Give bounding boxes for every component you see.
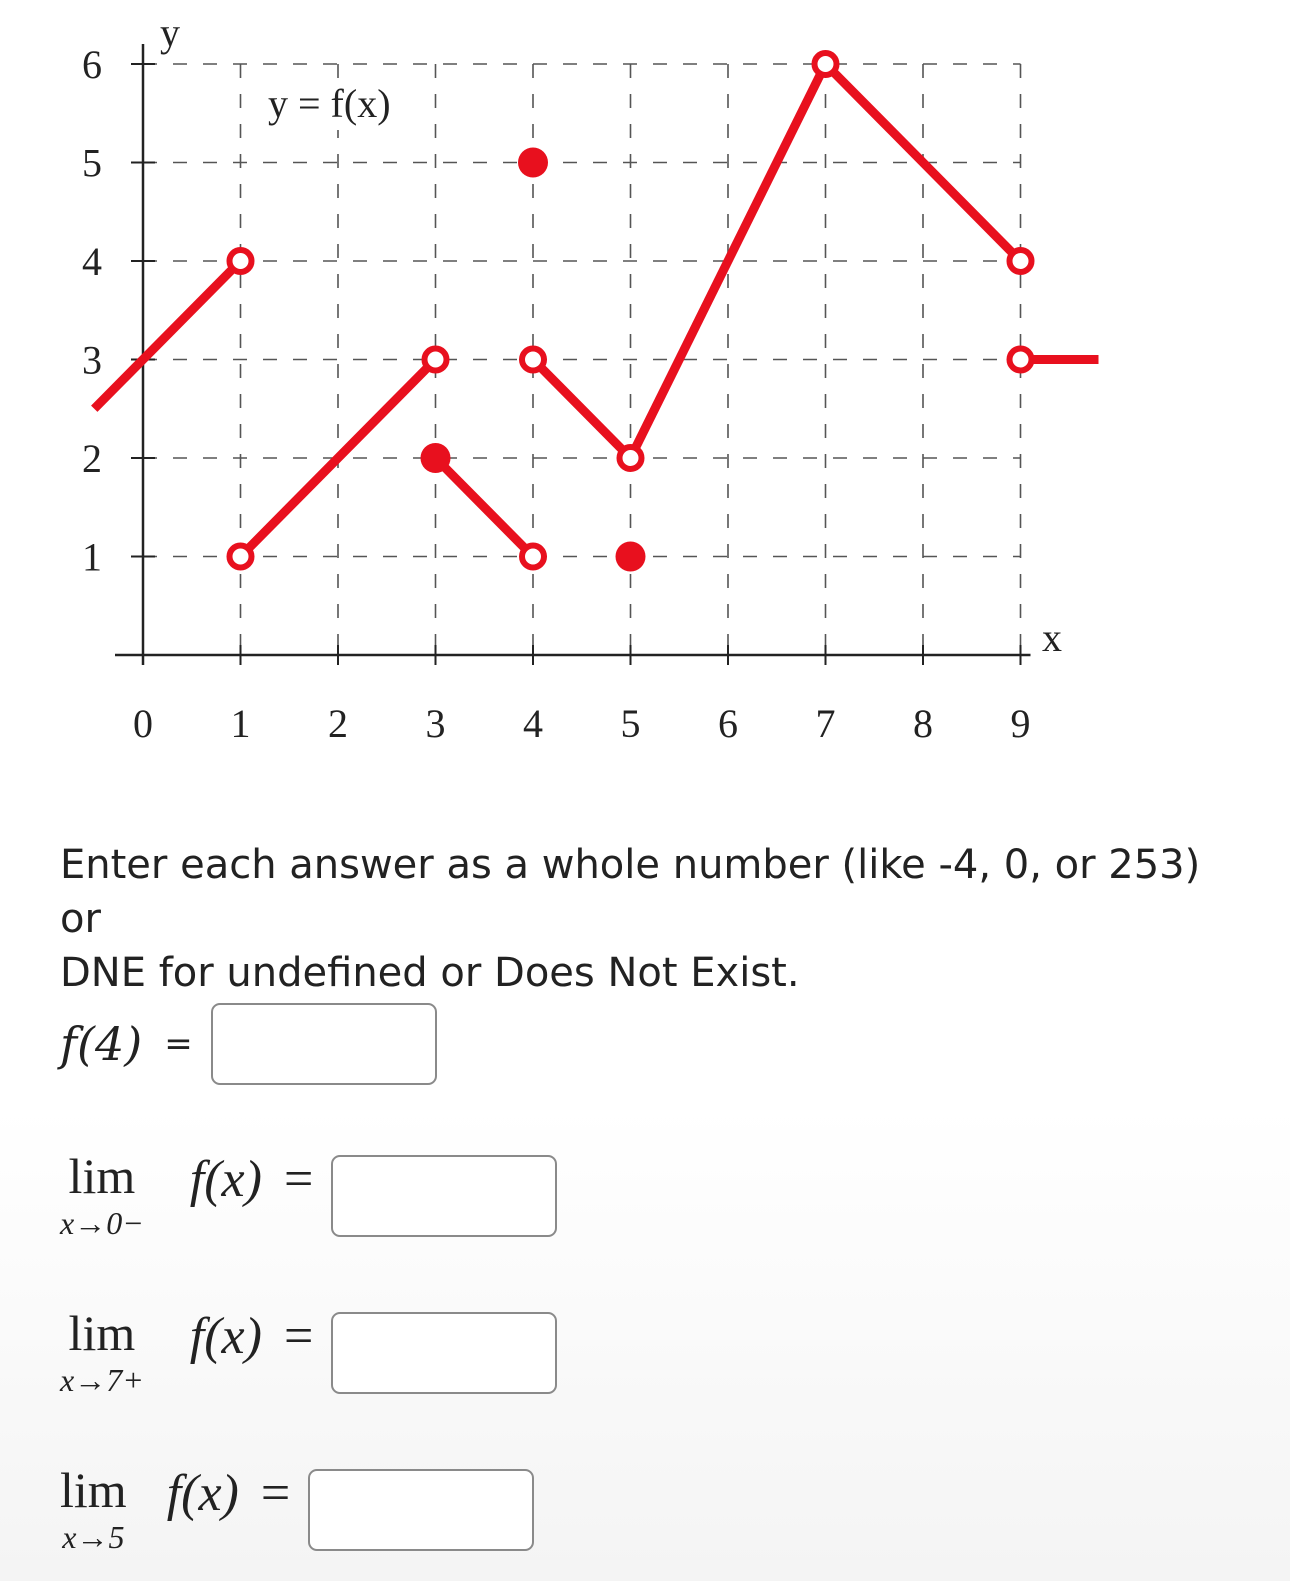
lim-subscript: x→0−: [60, 1205, 144, 1241]
y-axis-label: y: [160, 10, 180, 55]
x-tick-label: 4: [523, 701, 543, 746]
curve-segment: [94, 261, 240, 409]
answer-input-f-of-4[interactable]: [211, 1003, 437, 1085]
open-point: [1010, 349, 1032, 371]
y-tick-label: 6: [82, 42, 102, 87]
open-point: [425, 349, 447, 371]
x-tick-label: 6: [718, 701, 738, 746]
y-tick-label: 5: [82, 140, 102, 186]
limit-notation: [60, 1305, 144, 1398]
closed-point: [421, 443, 451, 473]
instructions: [60, 838, 1240, 1000]
closed-point: [616, 542, 646, 572]
instructions-line-2: DNE for undefined or Does Not Exist.: [60, 950, 800, 996]
x-axis-label: x: [1042, 615, 1062, 660]
curve-segment: [436, 458, 534, 557]
y-tick-label: 1: [82, 534, 102, 580]
lim-word: lim: [60, 1462, 127, 1518]
question-limit-5: [60, 1462, 534, 1555]
question-limit-7-right: [60, 1305, 557, 1398]
open-point: [230, 250, 252, 272]
lim-subscript: x→7+: [60, 1362, 144, 1398]
closed-point: [518, 148, 548, 178]
open-point: [620, 447, 642, 469]
lim-word: lim: [68, 1148, 136, 1204]
grid-lines: [143, 64, 1021, 655]
open-point: [522, 546, 544, 568]
answer-input-limit-0-left[interactable]: [331, 1155, 557, 1237]
equals-sign: =: [164, 1024, 193, 1064]
equals-sign: =: [260, 1464, 291, 1522]
curve-segment: [533, 360, 631, 459]
open-point: [230, 546, 252, 568]
answer-input-limit-5[interactable]: [308, 1469, 534, 1551]
limit-notation: [60, 1148, 144, 1241]
f-of-4-label: f(4): [60, 1017, 143, 1071]
y-tick-label: 4: [82, 239, 102, 284]
x-tick-label: 0: [133, 701, 153, 746]
x-tick-label: 7: [815, 701, 836, 746]
lim-subscript: x→5: [62, 1519, 125, 1555]
y-tick-label: 2: [82, 436, 102, 481]
question-limit-0-left: [60, 1148, 557, 1241]
lim-word: lim: [68, 1305, 136, 1361]
open-point: [815, 53, 837, 75]
instructions-line-1: Enter each answer as a whole number (like -4, 0, or 253) or: [60, 842, 1201, 942]
lim-expression: f(x): [189, 1150, 262, 1208]
x-tick-label: 3: [425, 701, 446, 746]
equals-sign: =: [283, 1150, 314, 1208]
open-point: [1010, 250, 1032, 272]
lim-expression: f(x): [166, 1464, 239, 1522]
limit-notation: [60, 1462, 127, 1555]
x-tick-label: 8: [913, 701, 933, 746]
open-point: [522, 349, 544, 371]
lim-expression: f(x): [189, 1307, 262, 1365]
answer-input-limit-7-right[interactable]: [331, 1312, 557, 1394]
x-tick-label: 5: [620, 701, 641, 746]
chart-title: y = f(x): [268, 81, 391, 126]
function-curve: [94, 64, 1098, 557]
tick-labels: [82, 42, 1031, 746]
equals-sign: =: [283, 1307, 314, 1365]
x-tick-label: 9: [1010, 701, 1031, 746]
y-tick-label: 3: [82, 337, 102, 383]
x-tick-label: 2: [328, 701, 348, 746]
function-graph: [0, 0, 1290, 790]
x-tick-label: 1: [230, 701, 251, 746]
question-f-of-4: [60, 1003, 437, 1085]
